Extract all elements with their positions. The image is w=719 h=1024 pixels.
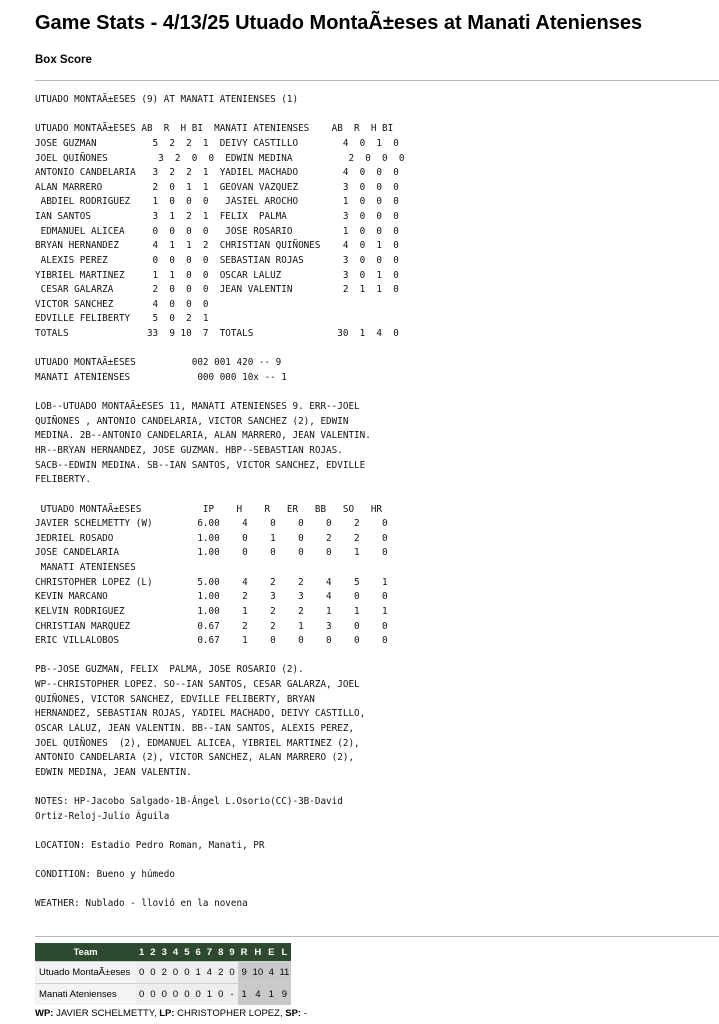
linescore-total-cell: 1 xyxy=(265,984,277,1006)
linescore-inning-cell: 2 xyxy=(159,962,170,984)
box-score-line: EDVILLE FELIBERTY 5 0 2 1 xyxy=(35,313,209,325)
linescore-inning-cell: 0 xyxy=(136,984,147,1006)
box-score-line: Ortiz-Reloj-Julio Águila xyxy=(35,810,170,822)
linescore-inning-cell: - xyxy=(226,984,237,1006)
box-score-line: KELVIN RODRIGUEZ 1.00 1 2 2 1 1 1 xyxy=(35,605,388,617)
linescore-header-cell: 9 xyxy=(226,943,237,962)
box-score-line: YIBRIEL MARTINEZ 1 1 0 0 OSCAR LALUZ 3 0 1 0 xyxy=(35,269,399,281)
linescore-header-cell: E xyxy=(265,943,277,962)
box-score-line: PB--JOSE GUZMAN, FELIX PALMA, JOSE ROSARIO (2). xyxy=(35,664,304,676)
linescore-header-cell: 4 xyxy=(170,943,181,962)
box-score-line: ALAN MARRERO 2 0 1 1 GEOVAN VAZQUEZ 3 0 0 0 xyxy=(35,181,399,193)
box-score-line: JOSE GUZMAN 5 2 2 1 DEIVY CASTILLO 4 0 1 0 xyxy=(35,137,399,149)
linescore-total-cell: 11 xyxy=(277,962,291,984)
box-score-line: MEDINA. 2B--ANTONIO CANDELARIA, ALAN MARRERO, JEAN VALENTIN. xyxy=(35,430,371,442)
linescore-total-cell: 4 xyxy=(251,984,266,1006)
box-score-line: OSCAR LALUZ, JEAN VALENTIN. BB--IAN SANTOS, ALEXIS PEREZ, xyxy=(35,722,355,734)
linescore-header-row xyxy=(35,943,291,962)
linescore-header-cell: 2 xyxy=(147,943,158,962)
linescore-inning-cell: 0 xyxy=(147,962,158,984)
linescore-inning-cell: 0 xyxy=(170,962,181,984)
linescore-total-cell: 9 xyxy=(238,962,251,984)
box-score-line: UTUADO MONTAÃ±ESES AB R H BI MANATI ATENIENSES AB R H BI xyxy=(35,123,394,135)
box-score-line: WEATHER: Nublado - llovió en la novena xyxy=(35,898,248,910)
box-score-line: JOSE CANDELARIA 1.00 0 0 0 0 1 0 xyxy=(35,547,388,559)
box-score-line: TOTALS 33 9 10 7 TOTALS 30 1 4 0 xyxy=(35,328,399,339)
bottom-divider xyxy=(35,936,719,937)
linescore-inning-cell: 4 xyxy=(204,962,215,984)
box-score-line: MANATI ATENIENSES xyxy=(35,562,136,573)
top-divider xyxy=(35,80,719,81)
box-score-line: UTUADO MONTAÃ±ESES IP H R ER BB SO HR xyxy=(35,503,383,515)
page-title: Game Stats - 4/13/25 Utuado MontaÃ±eses at Manati Atenienses xyxy=(35,12,643,34)
lp-label: LP: xyxy=(159,1008,175,1019)
wp-label: WP: xyxy=(35,1008,54,1019)
wp-value: JAVIER SCHELMETTY, xyxy=(53,1008,160,1019)
box-score-line: VICTOR SANCHEZ 4 0 0 0 xyxy=(35,298,209,310)
box-score-line: MANATI ATENIENSES 000 000 10x -- 1 xyxy=(35,371,287,383)
linescore-total-cell: 9 xyxy=(277,984,291,1006)
linescore-total-cell: 4 xyxy=(265,962,277,984)
linescore-header-cell: 7 xyxy=(204,943,215,962)
box-score-line: JEDRIEL ROSADO 1.00 0 1 0 2 2 0 xyxy=(35,532,388,544)
box-score-line: NOTES: HP-Jacobo Salgado-1B-Ángel L.Osorio(CC)-3B-David xyxy=(35,796,343,807)
linescore-row xyxy=(35,984,291,1006)
linescore-header-cell: L xyxy=(277,943,291,962)
linescore-inning-cell: 0 xyxy=(181,962,192,984)
linescore-inning-cell: 1 xyxy=(204,984,215,1006)
linescore-inning-cell: 0 xyxy=(226,962,237,984)
box-score-line: QUIÑONES , ANTONIO CANDELARIA, VICTOR SANCHEZ (2), EDWIN xyxy=(35,415,349,427)
linescore-inning-cell: 1 xyxy=(192,962,203,984)
linescore-header-cell: 3 xyxy=(159,943,170,962)
box-score-line: ERIC VILLALOBOS 0.67 1 0 0 0 0 0 xyxy=(35,635,388,647)
linescore-inning-cell: 0 xyxy=(181,984,192,1006)
linescore-inning-cell: 0 xyxy=(215,984,226,1006)
box-score-line: EDWIN MEDINA, JEAN VALENTIN. xyxy=(35,766,192,778)
linescore-inning-cell: 0 xyxy=(159,984,170,1006)
linescore-inning-cell: 0 xyxy=(136,962,147,984)
box-score-line: WP--CHRISTOPHER LOPEZ. SO--IAN SANTOS, CESAR GALARZA, JOEL xyxy=(35,679,360,690)
box-score-line: CONDITION: Bueno y húmedo xyxy=(35,869,175,881)
linescore-table xyxy=(35,943,291,1005)
box-score-line: QUIÑONES, VICTOR SANCHEZ, EDVILLE FELIBERTY, BRYAN xyxy=(35,693,315,705)
linescore-header-cell: 5 xyxy=(181,943,192,962)
linescore-total-cell: 1 xyxy=(238,984,251,1006)
box-score-line: HR--BRYAN HERNANDEZ, JOSE GUZMAN. HBP--SEBASTIAN ROJAS. xyxy=(35,445,343,456)
box-score-line: ANTONIO CANDELARIA (2), VICTOR SANCHEZ, ALAN MARRERO (2), xyxy=(35,752,355,764)
linescore-header-cell: 6 xyxy=(192,943,203,962)
linescore-header-cell: 8 xyxy=(215,943,226,962)
linescore-team-header: Team xyxy=(35,943,136,962)
linescore-inning-cell: 2 xyxy=(215,962,226,984)
box-score-line: BRYAN HERNANDEZ 4 1 1 2 CHRISTIAN QUIÑONES 4 0 1 0 xyxy=(35,240,399,252)
linescore-row xyxy=(35,962,291,984)
box-score-line: SACB--EDWIN MEDINA. SB--IAN SANTOS, VICTOR SANCHEZ, EDVILLE xyxy=(35,459,366,471)
box-score-line: CHRISTIAN MARQUEZ 0.67 2 2 1 3 0 0 xyxy=(35,620,388,632)
box-score-line: KEVIN MARCANO 1.00 2 3 3 4 0 0 xyxy=(35,591,388,603)
linescore-team-name: Utuado MontaÃ±eses xyxy=(35,962,136,984)
linescore-total-cell: 10 xyxy=(251,962,266,984)
section-subtitle: Box Score xyxy=(35,54,92,66)
box-score-line: ANTONIO CANDELARIA 3 2 2 1 YADIEL MACHADO 4 0 0 0 xyxy=(35,167,399,179)
box-score-line: UTUADO MONTAÃ±ESES 002 001 420 -- 9 xyxy=(35,357,282,369)
sp-value: - xyxy=(301,1008,307,1019)
box-score-line: CHRISTOPHER LOPEZ (L) 5.00 4 2 2 4 5 1 xyxy=(35,576,388,588)
lp-value: CHRISTOPHER LOPEZ, xyxy=(174,1008,286,1019)
box-score-line: IAN SANTOS 3 1 2 1 FELIX PALMA 3 0 0 0 xyxy=(35,211,399,222)
linescore-header-cell: 1 xyxy=(136,943,147,962)
box-score-line: FELIBERTY. xyxy=(35,474,91,486)
linescore-header-cell: R xyxy=(238,943,251,962)
linescore-team-name: Manati Atenienses xyxy=(35,984,136,1006)
box-score-text xyxy=(35,93,404,912)
box-score-line: JAVIER SCHELMETTY (W) 6.00 4 0 0 0 2 0 xyxy=(35,518,388,530)
linescore-inning-cell: 0 xyxy=(147,984,158,1006)
box-score-line: HERNANDEZ, SEBASTIAN ROJAS, YADIEL MACHADO, DEIVY CASTILLO, xyxy=(35,708,366,720)
box-score-line: ALEXIS PEREZ 0 0 0 0 SEBASTIAN ROJAS 3 0 0 0 xyxy=(35,254,399,266)
pitcher-summary xyxy=(35,1008,307,1019)
sp-label: SP: xyxy=(285,1008,302,1019)
box-score-line: JOEL QUIÑONES (2), EDMANUEL ALICEA, YIBRIEL MARTINEZ (2), xyxy=(35,737,360,749)
box-score-line: EDMANUEL ALICEA 0 0 0 0 JOSE ROSARIO 1 0 0 0 xyxy=(35,225,399,237)
linescore-inning-cell: 0 xyxy=(170,984,181,1006)
box-score-line: UTUADO MONTAÃ±ESES (9) AT MANATI ATENIENSES (1) xyxy=(35,94,299,105)
box-score-line: CESAR GALARZA 2 0 0 0 JEAN VALENTIN 2 1 1 0 xyxy=(35,284,399,296)
box-score-line: ABDIEL RODRIGUEZ 1 0 0 0 JASIEL AROCHO 1 0 0 0 xyxy=(35,196,399,208)
linescore-header-cell: H xyxy=(251,943,266,962)
box-score-line: LOB--UTUADO MONTAÃ±ESES 11, MANATI ATENIENSES 9. ERR--JOEL xyxy=(35,401,360,413)
linescore-inning-cell: 0 xyxy=(192,984,203,1006)
box-score-line: LOCATION: Estadio Pedro Roman, Manati, PR xyxy=(35,839,265,851)
box-score-line: JOEL QUIÑONES 3 2 0 0 EDWIN MEDINA 2 0 0 0 xyxy=(35,152,405,164)
